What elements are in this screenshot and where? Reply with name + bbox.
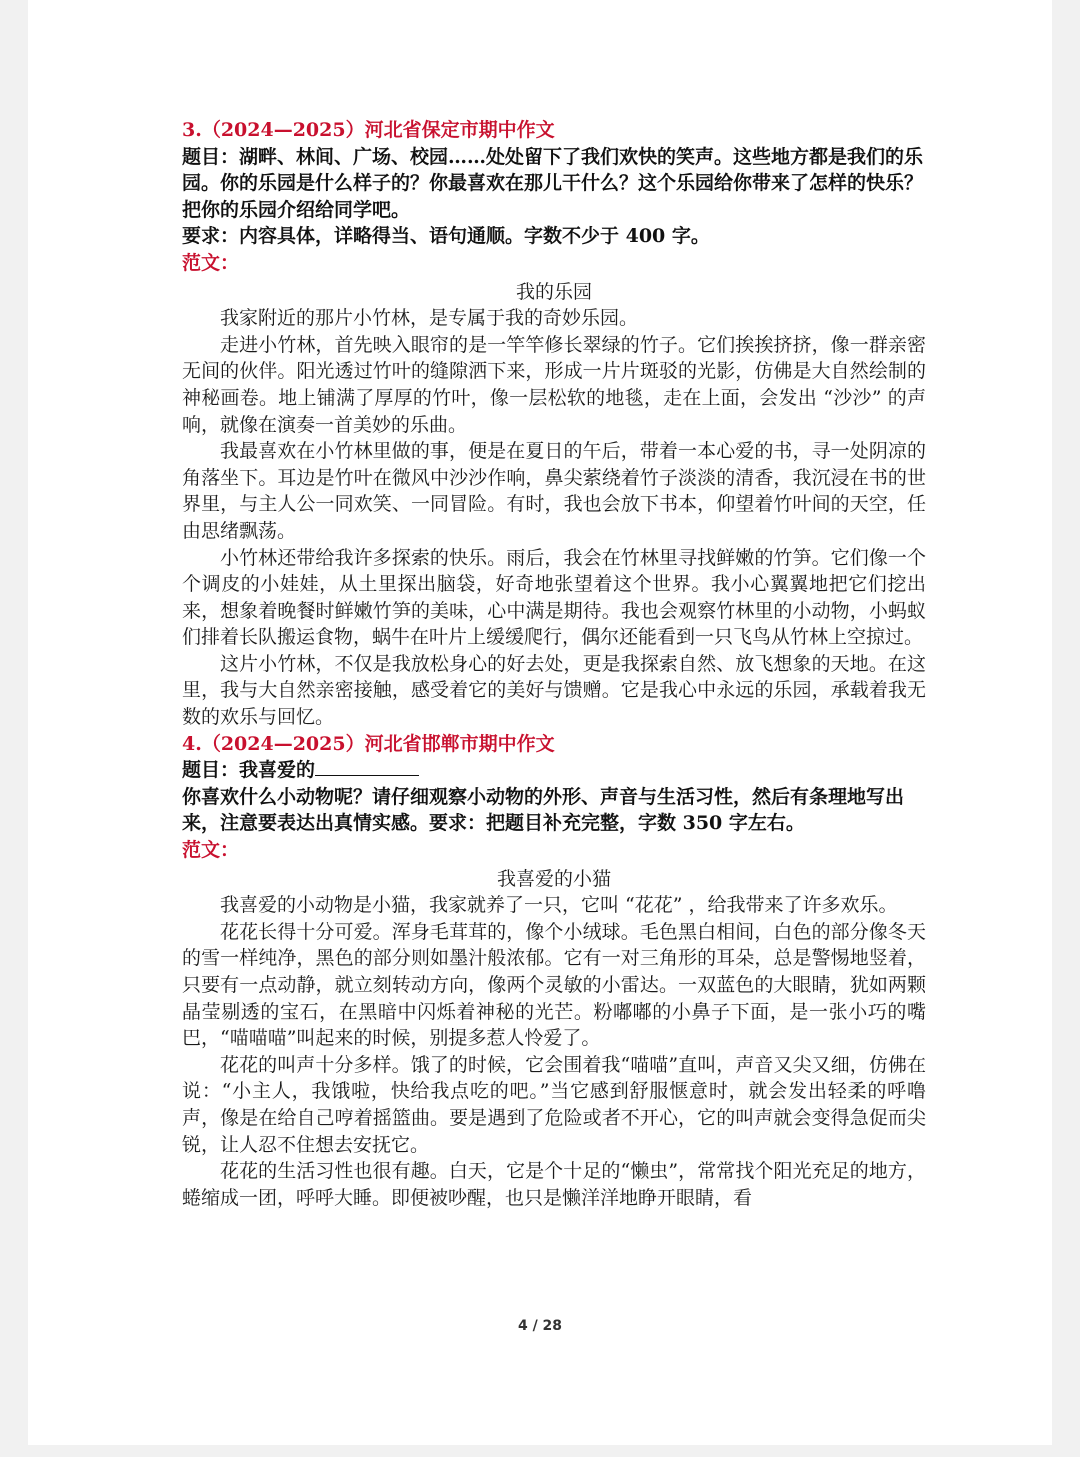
document-page xyxy=(28,0,1052,1445)
fill-in-blank xyxy=(315,757,419,776)
question-4-title: 4.（2024—2025）河北省邯郸市期中作文 xyxy=(182,732,555,755)
question-4-topic xyxy=(182,757,926,784)
essay-paragraph: 我家附近的那片小竹林，是专属于我的奇妙乐园。 xyxy=(220,307,639,330)
page-number: 4 / 28 xyxy=(517,1318,563,1334)
essay-paragraph: 花花的叫声十分多样。饿了的时候，它会围着我“喵喵”直叫，声音又尖又细，仿佛在说：“小主人，我饿啦，快给我点吃的吧。”当它感到舒服惬意时，就会发出轻柔的呼噜声，像是在给自己哼着摇篮曲。要是遇到了危险或者不开心，它的叫声就会变得急促而尖锐，让人忍不住想去安抚它。 xyxy=(182,1053,926,1156)
essay-paragraph: 小竹林还带给我许多探索的快乐。雨后，我会在竹林里寻找鲜嫩的竹笋。它们像一个个调皮的小娃娃，从土里探出脑袋，好奇地张望着这个世界。我小心翼翼地把它们挖出来，想象着晚餐时鲜嫩竹笋的美味，心中满是期待。我也会观察竹林里的小动物，小蚂蚁们排着长队搬运食物，蜗牛在叶片上缓缓爬行，偶尔还能看到一只飞鸟从竹林上空掠过。 xyxy=(182,546,926,649)
essay-paragraph: 我喜爱的小动物是小猫，我家就养了一只，它叫 “花花” ，给我带来了许多欢乐。 xyxy=(220,894,898,917)
page-content xyxy=(182,117,926,1211)
question-4-topic-text: 题目：我喜爱的 xyxy=(182,759,316,782)
question-3-requirement: 要求：内容具体，详略得当、语句通顺。字数不少于 400 字。 xyxy=(182,225,710,248)
question-4-prompt: 你喜欢什么小动物呢？请仔细观察小动物的外形、声音与生活习性，然后有条理地写出来，注意要表达出真情实感。要求：把题目补充完整，字数 350 字左右。 xyxy=(182,785,905,835)
essay-title: 我的乐园 xyxy=(515,280,592,303)
question-3-prompt: 题目：湖畔、林间、广场、校园……处处留下了我们欢快的笑声。这些地方都是我们的乐园。你的乐园是什么样子的？你最喜欢在那儿干什么？这个乐园给你带来了怎样的快乐？把你的乐园介绍给同学吧。 xyxy=(182,145,924,221)
sample-label: 范文： xyxy=(182,251,240,274)
essay-paragraph: 走进小竹林，首先映入眼帘的是一竿竿修长翠绿的竹子。它们挨挨挤挤，像一群亲密无间的伙伴。阳光透过竹叶的缝隙洒下来，形成一片片斑驳的光影，仿佛是大自然绘制的神秘画卷。地上铺满了厚厚的竹叶，像一层松软的地毯，走在上面，会发出 “沙沙” 的声响，就像在演奏一首美妙的乐曲。 xyxy=(182,333,926,436)
essay-paragraph: 花花长得十分可爱。浑身毛茸茸的，像个小绒球。毛色黑白相间，白色的部分像冬天的雪一样纯净，黑色的部分则如墨汁般浓郁。它有一对三角形的耳朵，总是警惕地竖着，只要有一点动静，就立刻转动方向，像两个灵敏的小雷达。一双蓝色的大眼睛，犹如两颗晶莹剔透的宝石，在黑暗中闪烁着神秘的光芒。粉嘟嘟的小鼻子下面，是一张小巧的嘴巴，“喵喵喵”叫起来的时候，别提多惹人怜爱了。 xyxy=(182,920,926,1050)
essay-paragraph: 我最喜欢在小竹林里做的事，便是在夏日的午后，带着一本心爱的书，寻一处阴凉的角落坐下。耳边是竹叶在微风中沙沙作响，鼻尖萦绕着竹子淡淡的清香，我沉浸在书的世界里，与主人公一同欢笑、一同冒险。有时，我也会放下书本，仰望着竹叶间的天空，任由思绪飘荡。 xyxy=(182,440,926,542)
essay-paragraph: 这片小竹林，不仅是我放松身心的好去处，更是我探索自然、放飞想象的天地。在这里，我与大自然亲密接触，感受着它的美好与馈赠。它是我心中永远的乐园，承载着我无数的欢乐与回忆。 xyxy=(182,652,926,729)
essay-title: 我喜爱的小猫 xyxy=(496,867,611,890)
essay-paragraph: 花花的生活习性也很有趣。白天，它是个十足的“懒虫”，常常找个阳光充足的地方，蜷缩成一团，呼呼大睡。即便被吵醒，也只是懒洋洋地睁开眼睛，看 xyxy=(182,1160,926,1209)
question-3-title: 3.（2024—2025）河北省保定市期中作文 xyxy=(182,119,555,141)
sample-label: 范文： xyxy=(182,839,240,862)
